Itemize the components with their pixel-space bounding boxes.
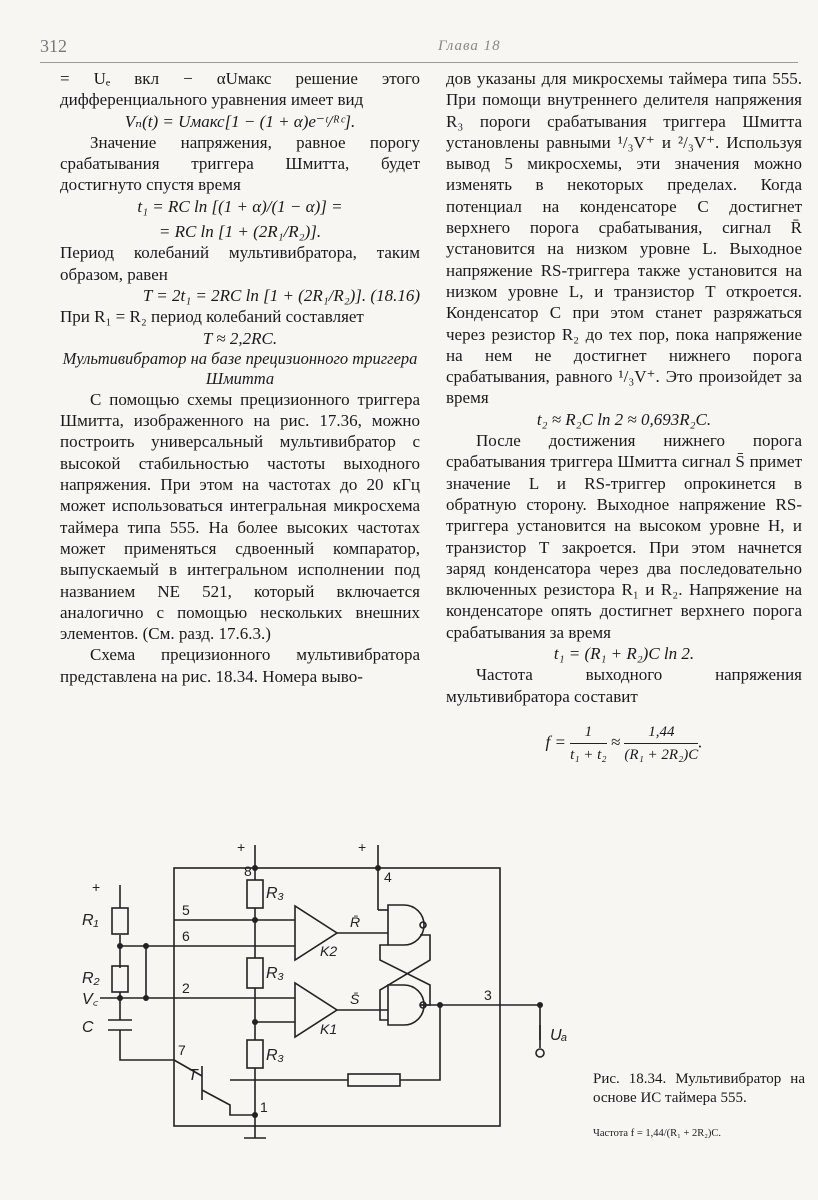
pin-3: 3 [484, 987, 492, 1003]
ic-outline [174, 868, 500, 1126]
label-r1: R₁ [82, 912, 99, 929]
eq-lhs: f = [545, 732, 566, 752]
gate-bubble [420, 922, 426, 928]
label-plus: + [237, 839, 246, 855]
label-plus: + [92, 879, 101, 895]
pin-2: 2 [182, 980, 190, 996]
paragraph: После достижения нижнего порога срабатывания триггера Шмитта сигнал S̄ примет значение L и RS-триггер опрокинется в обратную сторону. Выходное напряжение RS-триггера установится на высоком уровне H, и транзистор T закроется. При этом начнется заряд конденсатора через два последовательно включенных резистора R₁ и R₂. Напряжение на конденсаторе опять достигнет верхнего порога срабатывания за время [446, 431, 802, 642]
nand-gate-bottom [388, 985, 424, 1025]
resistor-r3-bot [247, 1040, 263, 1068]
paragraph: При R₁ = R₂ период колебаний составляет [60, 307, 364, 327]
label-t: T [188, 1067, 198, 1084]
label-plus: + [358, 839, 367, 855]
pin-4: 4 [384, 869, 392, 885]
figure-caption: Рис. 18.34. Мультивибратор на основе ИС таймера 555. [593, 1071, 805, 1106]
label-rbar: R̄ [350, 914, 361, 930]
capacitor-c [108, 1020, 132, 1030]
label-k1: K1 [320, 1021, 338, 1037]
resistor-feedback [348, 1074, 400, 1086]
label-vc: V꜀ [82, 991, 99, 1008]
denominator: t₁ + t₂ [570, 746, 607, 763]
label-r3: R₃ [266, 965, 284, 982]
numerator: 1 [570, 723, 606, 744]
circuit-wires [100, 845, 540, 1130]
resistor-r3-top [247, 880, 263, 908]
nand-gate-top [388, 905, 424, 945]
equation: t₂ ≈ R₂C ln 2 ≈ 0,693R₂C. [536, 409, 712, 429]
page-number: 312 [40, 36, 67, 56]
pin-5: 5 [182, 902, 190, 918]
paragraph: Период колебаний мультивибратора, таким образом, равен [60, 243, 420, 284]
diagram-labels [82, 839, 568, 1115]
denominator: (R₁ + 2R₂)C [624, 746, 699, 763]
equation: T ≈ 2,2RC. [202, 328, 278, 348]
approx-sign: ≈ [610, 732, 621, 752]
pin-8: 8 [244, 863, 252, 879]
equation: T = 2t₁ = 2RC ln [1 + (2R₁/R₂)]. (18.16) [142, 285, 420, 305]
pin-6: 6 [182, 928, 190, 944]
equation: Vₙ(t) = Uмакс[1 − (1 + α)e⁻ᵗ/ᴿᶜ]. [124, 111, 356, 131]
paragraph: = Uₑ вкл − αUмакс решение этого дифференциального уравнения имеет вид [60, 69, 420, 110]
paragraph: Частота выходного напряжения мультивибратора составит [446, 665, 802, 706]
label-c: C [82, 1019, 94, 1036]
section-title: Мультивибратор на базе прецизионного триггера Шмитта [62, 348, 418, 388]
paragraph: Схема прецизионного мультивибратора представлена на рис. 18.34. Номера выво- [60, 645, 420, 686]
equation: = RC ln [1 + (2R₁/R₂)]. [158, 222, 322, 242]
resistor-r3-mid [247, 958, 263, 988]
ground-symbol [244, 1130, 266, 1138]
label-sbar: S̄ [350, 991, 360, 1007]
label-r3: R₃ [266, 885, 284, 902]
figure-note: Частота f = 1,44/(R₁ + 2R₂)C. [593, 1128, 722, 1139]
chapter-title: Глава 18 [438, 38, 501, 54]
pin-1: 1 [260, 1099, 268, 1115]
eq-end: . [698, 732, 703, 752]
resistor-r1 [112, 908, 128, 934]
paragraph: С помощью схемы прецизионного триггера Шмитта, изображенного на рис. 17.36, можно построить универсальный мультивибратор с высокой стабильностью частоты выходного напряжения. При этом на частотах до 20 кГц может использоваться интегральная микросхема таймера типа 555. На более высоких частотах может применяться сдвоенный компаратор, выпускаемый в интегральном исполнении под названием NE 521, который включается аналогично с помощью нескольких внешних элементов. (См. разд. 17.6.3.) [60, 389, 420, 644]
label-r3: R₃ [266, 1047, 284, 1064]
label-ua: Uₐ [550, 1027, 568, 1044]
label-r2: R₂ [82, 970, 100, 987]
paragraph: Значение напряжения, равное порогу срабатывания триггера Шмитта, будет достигнуто спустя время [60, 132, 420, 195]
paragraph: дов указаны для микросхемы таймера типа 555. При помощи внутреннего делителя напряжения R₃ пороги срабатывания триггера Шмитта установлены равными ¹/₃V⁺ и ²/₃V⁺. Используя вывод 5 микросхемы, эти значения можно изменять в некоторых пределах. Когда потенциал на конденсаторе C достигнет верхнего порога срабатывания, сигнал R̄ установится на низком уровне L. Выходное напряжение RS-триггера также установится на низком уровне L, и транзистор T откроется. Конденсатор C при этом станет разряжаться через резистор R₂ до тех пор, пока напряжение на нем не достигнет нижнего порога срабатывания, равного ¹/₃V⁺. Это произойдет за время [446, 69, 802, 408]
resistor-r2 [112, 966, 128, 992]
output-terminal [536, 1049, 544, 1057]
label-k2: K2 [320, 943, 338, 959]
equation: t₁ = RC ln [(1 + α)/(1 − α)] = [137, 196, 343, 216]
equation: t₁ = (R₁ + R₂)C ln 2. [553, 644, 695, 664]
numerator: 1,44 [624, 723, 698, 744]
pin-7: 7 [178, 1042, 186, 1058]
